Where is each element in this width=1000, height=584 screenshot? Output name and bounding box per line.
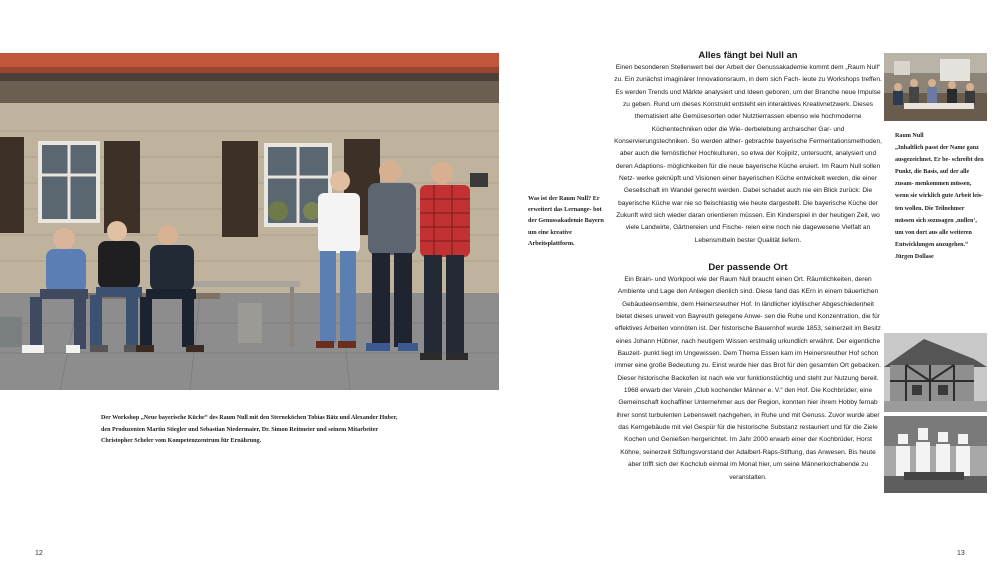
section-text-der-passende-ort: Ein Brain- und Workpool wie der Raum Null braucht einen Ort. Räumlichkeiten, deren Ambiente und Lage den Anliegen dienlich sind. Diese fand das KErn in einem bäuerlichen Gebäudeensemble, dem Heinersreuther Hof. In ländlicher idyllischer Abgeschiedenheit bietet dieses unweit von Bayreuth gelegene Anwe- sen die Ruhe und Konzentration, die für effektives Arbeiten vonnöten ist. Der historische Bauernhof wurde 1853, seinerzeit im Besitz eines Johann Hübner, nach heutigem Wissen erstmalig urkundlich erwähnt. Der eigentliche Bauzeit- punkt liegt im Ungewissen. Dem Thema Essen kam im Heinersreuther Hof schon immer eine große Bedeutung zu. Einst wurde hier das Brot für den gesamten Ort gebacken. Dieser historische Backofen ist nach wie vor funktionstüchtig und steht zur Nutzung bereit. 1968 erwarb der Verein „Club kochender Männer e. V.“ den Hof. Die Kochbrüder, eine Gemeinschaft kochaffiner Unternehmer aus der Region, konnten hier ihrem Hobby fernab ihrer sonst turbulenten Lebenswelt nachgehen, in Ruhe und mit Genuss. Zuvor wurde aber das Kerngebäude mit viel Gespür für die historische Substanz restauriert und für die Ziele Kochen und Genießen hergerichtet. Im Jahr 2000 erwarb einer der Kochbrüder, Horst Köhne, seinerzeit Stiftungsvorstand der Adalbert-Raps-Stiftung, das Anwesen. Bis heute aber trifft sich der Kochclub einmal im Monat hier, um seine Männerkochabende zu veranstalten.	[614, 276, 882, 481]
chefs-photo-illustration	[884, 416, 987, 493]
meeting-photo-illustration	[884, 53, 987, 121]
half-timbered-house-photo	[884, 333, 987, 412]
group-photo-illustration	[0, 53, 499, 390]
meeting-photo	[884, 53, 987, 121]
quote-label: Raum Null	[895, 133, 924, 139]
quote-text: „Inhaltlich passt der Name ganz ausgezeichnet. Er be- schreibt den Punkt, die Basis, auf der alle zusam- menkommen müssen, wenn sie wirklich gute Arbeit leis- ten wollen. Die Teilnehmer müssen sich sozusagen ‚nullen‘, um von dort aus alle weiteren Entwicklungen anzugehen.“	[895, 145, 984, 248]
page-number-right: 13	[957, 550, 965, 557]
page-number-left: 12	[35, 550, 43, 557]
section-title-der-passende-ort: Der passende Ort	[708, 262, 788, 273]
main-group-photo	[0, 53, 499, 390]
house-photo-illustration	[884, 333, 987, 412]
raum-null-side-caption: Was ist der Raum Null? Er erweitert das Lernange- bot der Genussakademie Bayern um eine kreative Arbeitsplattform.	[528, 195, 604, 247]
historic-chefs-photo	[884, 416, 987, 493]
section-text-alles-faengt: Einen besonderen Stellenwert bei der Arbeit der Genussakademie kommt dem „Raum Null“ zu. Ein zunächst imaginärer Innovationsraum, in dem sich Fach- leute zu Workshops treffen. Es werden Trends und Märkte analysiert und Ideen geboren, um der Branche neue Impulse zu geben. Rund um dieses Konstrukt entsteht ein interaktives Kreativnetzwerk. Dieses thematisiert alte Gemüsesorten oder Nutztierrassen ebenso wie hochmoderne Küchentechniken oder die Wie- derbelebung archaischer Gar- und Konservierungstechniken. So werden alther- gebrachte bayerische Fermentationsmethoden, aber auch die fernöstlicher Hochkulturen, so etwa der Kojipilz, untersucht, analysiert und deren Adaptions- möglichkeiten für die neue bayerische Küche eruiert. Im Raum Null sollen Netz- werke geknüpft und Visionen einer bayerischen Küche entwickelt werden, die einer Gesellschaft im Wandel gerecht werden. Dabei schadet auch nie ein Blick zurück: Die bayerische Küche war nie so fleischlastig wie heute dargestellt. Die bayerische Küche der Zukunft wird sich wieder daran orientieren müssen. Ein Kinderspiel in der heutigen Zeit, wo viele Landwirte, Gärtnereien und Fische- reien eine noch nie dagewesene Vielfalt an Lebensmitteln bester Qualität liefern.	[614, 64, 882, 244]
main-photo-caption: Der Workshop „Neue bayerische Küche“ des Raum Null mit den Sterneköchen Tobias Bätz und Alexander Huber, den Produzenten Martin Stiegler und Sebastian Niedermaier, Dr. Simon Reitmeier und seinem Mitarbeiter Christopher Scheler vom Kompetenzzentrum für Ernährung.	[101, 415, 398, 444]
quote-author: Jürgen Dollase	[895, 253, 934, 260]
section-title-alles-faengt: Alles fängt bei Null an	[698, 50, 798, 61]
quote-block	[895, 130, 985, 263]
